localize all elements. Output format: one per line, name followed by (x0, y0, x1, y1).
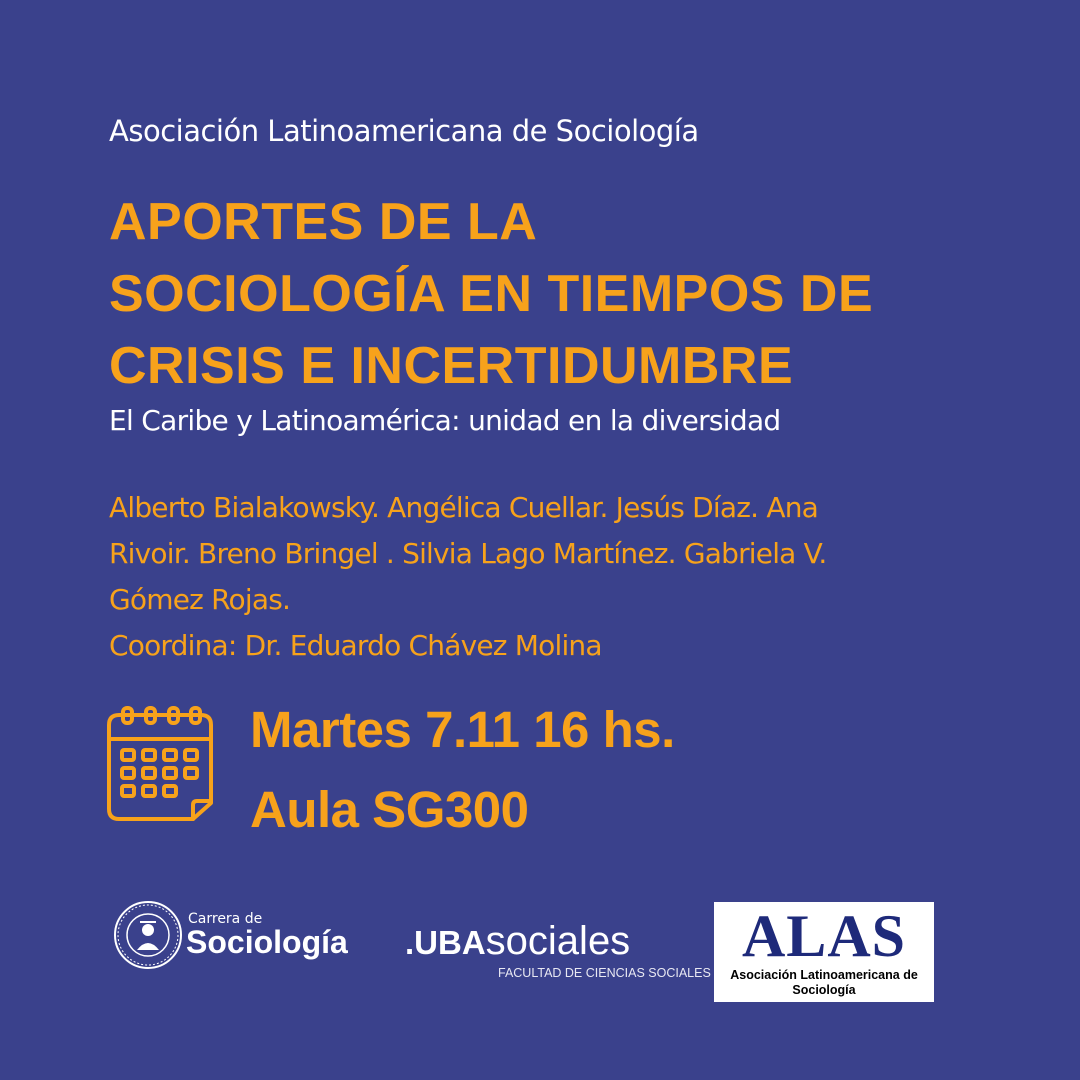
sociologia-logo-small-text: Carrera de (188, 911, 263, 927)
university-seal-icon (113, 900, 183, 970)
event-details (250, 690, 675, 850)
calendar-icon (105, 705, 215, 823)
alas-caption (714, 968, 934, 998)
title-line-3: CRISIS E INCERTIDUMBRE (109, 337, 794, 395)
coordinator: Coordina: Dr. Eduardo Chávez Molina (109, 629, 602, 662)
sociologia-logo (113, 900, 383, 970)
speakers-line-2: Rivoir. Breno Bringel . Silvia Lago Martínez. Gabriela V. (109, 537, 827, 570)
speakers-list (109, 485, 989, 669)
event-subtitle: El Caribe y Latinoamérica: unidad en la diversidad (109, 404, 781, 437)
uba-caption: FACULTAD DE CIENCIAS SOCIALES (498, 966, 711, 980)
title-line-2: SOCIOLOGÍA EN TIEMPOS DE (109, 265, 874, 323)
uba-sociales-logo (405, 918, 711, 988)
uba-suffix: sociales (485, 919, 631, 963)
speakers-line-3: Gómez Rojas. (109, 583, 291, 616)
event-date-time: Martes 7.11 16 hs. (250, 701, 675, 758)
alas-caption-line-1: Asociación Latinoamericana de (730, 968, 918, 982)
alas-letters: ALAS (741, 903, 907, 969)
alas-caption-line-2: Sociología (792, 983, 856, 997)
event-title (109, 186, 873, 402)
alas-logo (714, 902, 934, 1002)
speakers-line-1: Alberto Bialakowsky. Angélica Cuellar. Jesús Díaz. Ana (109, 491, 819, 524)
event-room: Aula SG300 (250, 781, 529, 838)
sociologia-logo-big-text: Sociología (186, 924, 348, 960)
title-line-1: APORTES DE LA (109, 193, 538, 251)
organization-name: Asociación Latinoamericana de Sociología (109, 114, 699, 148)
uba-prefix: .UBA (405, 924, 486, 961)
